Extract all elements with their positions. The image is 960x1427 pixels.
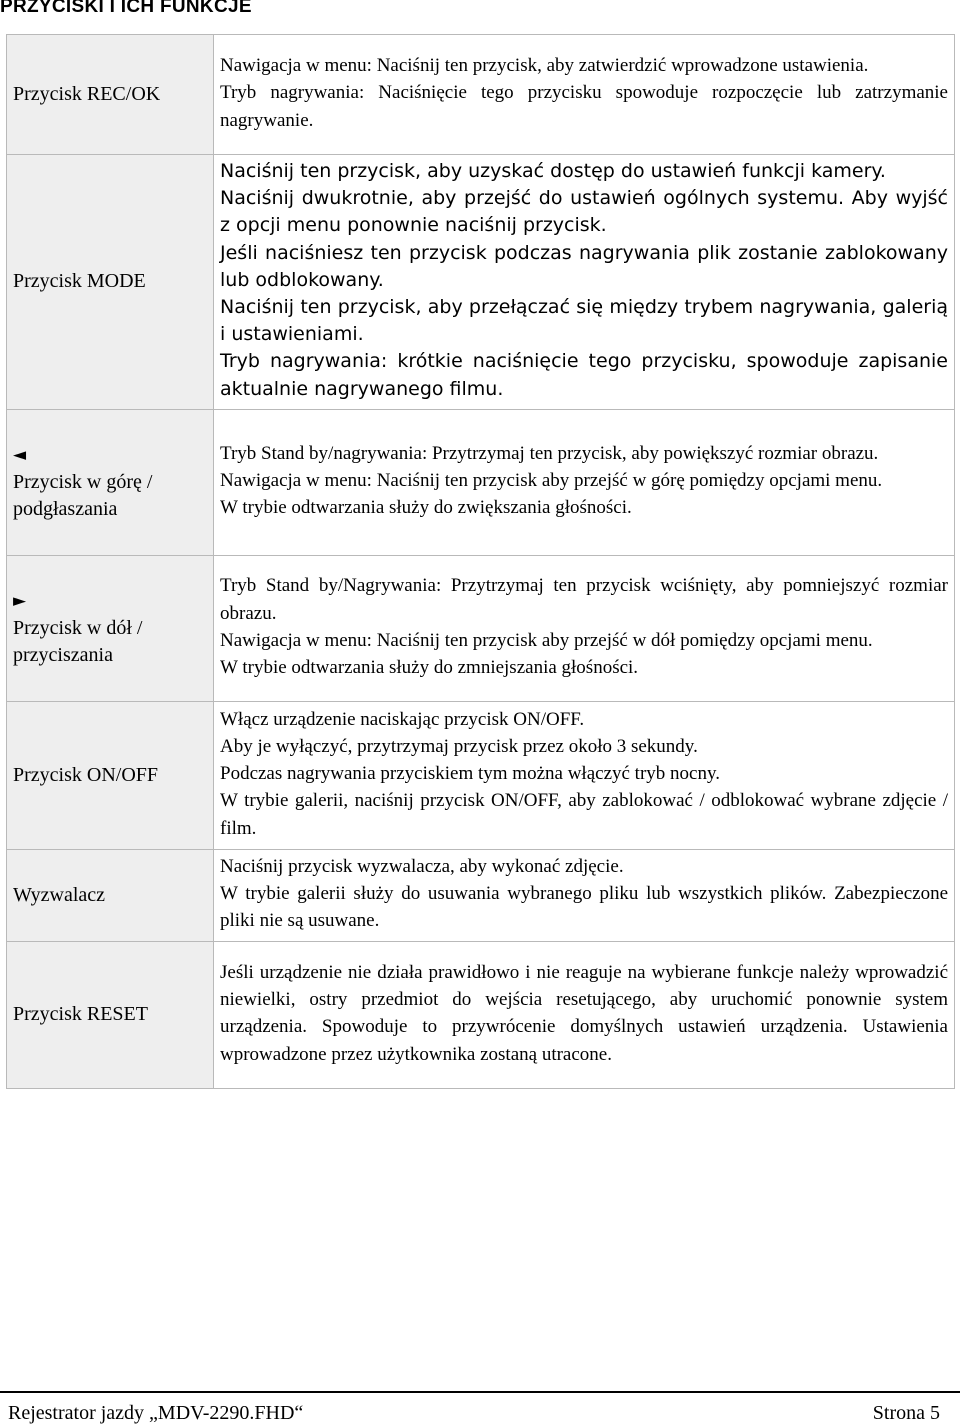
button-name-cell: Przycisk MODE [7,155,214,410]
description-line: W trybie odtwarzania służy do zwiększania głośności. [220,497,632,519]
table-row [7,941,955,1088]
description-line: Nawigacja w menu: Naciśnij ten przycisk aby przejść w górę pomiędzy opcjami menu. [220,470,883,492]
description-cell [214,701,955,849]
description-line: Jeśli naciśniesz ten przycisk podczas nagrywania plik zostanie zablokowany lub odblokowany. [220,241,948,291]
description-line: W trybie odtwarzania służy do zmniejszania głośności. [220,657,639,679]
description-line: Naciśnij ten przycisk, aby przełączać się między trybem nagrywania, galerią i ustawieniami. [220,296,948,346]
button-name-line: Przycisk w górę / [13,470,153,493]
table-row [7,849,955,941]
description-cell [214,35,955,155]
description-line: Naciśnij ten przycisk, aby uzyskać dostęp do ustawień funkcji kamery. [220,160,886,182]
button-name-cell [7,555,214,701]
description-line: Tryb Stand by/nagrywania: Przytrzymaj ten przycisk, aby powiększyć rozmiar obrazu. [220,443,879,465]
description-line: Tryb Stand by/Nagrywania: Przytrzymaj ten przycisk wciśnięty, aby pomniejszyć rozmiar obrazu. [220,575,948,624]
description-line: Tryb nagrywania: krótkie naciśnięcie tego przycisku, spowoduje zapisanie aktualnie nagrywanego filmu. [220,350,948,400]
button-name-cell: Przycisk REC/OK [7,35,214,155]
table-row [7,409,955,555]
button-name-line: Przycisk w dół / [13,616,143,639]
table-row [7,701,955,849]
description-line: Tryb nagrywania: Naciśnięcie tego przycisku spowoduje rozpoczęcie lub zatrzymanie nagrywanie. [220,82,948,131]
description-line: W trybie galerii, naciśnij przycisk ON/OFF, aby zablokować / odblokować wybrane zdjęcie / film. [220,790,948,839]
footer-document-title: Rejestrator jazdy „MDV-2290.FHD“ [8,1402,304,1424]
description-cell [214,409,955,555]
footer-divider [0,1391,960,1393]
description-line: Nawigacja w menu: Naciśnij ten przycisk aby przejść w dół pomiędzy opcjami menu. [220,629,873,651]
button-name-line: podgłaszania [13,497,118,520]
description-cell [214,155,955,410]
description-line: Podczas nagrywania przyciskiem tym można włączyć tryb nocny. [220,763,720,785]
button-name-cell: Przycisk RESET [7,941,214,1088]
description-cell [214,555,955,701]
description-cell [214,849,955,941]
button-name-cell: Przycisk ON/OFF [7,701,214,849]
description-line: W trybie galerii służy do usuwania wybranego pliku lub wszystkich plików. Zabezpieczone pliki nie są usuwane. [220,883,948,932]
description-cell [214,941,955,1088]
description-line: Naciśnij dwukrotnie, aby przejść do ustawień ogólnych systemu. Aby wyjść z opcji menu ponownie naciśnij przycisk. [220,187,948,237]
description-line: Jeśli urządzenie nie działa prawidłowo i nie reaguje na wybierane funkcje należy wprowadzić niewielki, ostry przedmiot do wejścia resetującego, aby uruchomić ponownie system urządzenia. Spowoduje to przywrócenie domyślnych ustawień urządzenia. Ustawienia wprowadzone przez użytkownika zostaną utracone. [220,961,948,1065]
button-name-cell [7,409,214,555]
description-line: Nawigacja w menu: Naciśnij ten przycisk, aby zatwierdzić wprowadzone ustawienia. [220,55,869,77]
section-title: PRZYCISKI I ICH FUNKCJE [0,0,252,17]
description-line: Naciśnij przycisk wyzwalacza, aby wykonać zdjęcie. [220,856,624,878]
left-arrow-icon: ◄ [13,444,27,465]
table-row [7,155,955,410]
button-functions-table [6,34,955,1089]
footer-page-number: Strona 5 [872,1402,940,1424]
button-name-line: przyciszania [13,643,113,666]
button-name-cell: Wyzwalacz [7,849,214,941]
description-line: Aby je wyłączyć, przytrzymaj przycisk przez około 3 sekundy. [220,736,698,758]
table-row [7,35,955,155]
right-arrow-icon: ► [13,590,27,611]
description-line: Włącz urządzenie naciskając przycisk ON/OFF. [220,708,585,730]
table-row [7,555,955,701]
